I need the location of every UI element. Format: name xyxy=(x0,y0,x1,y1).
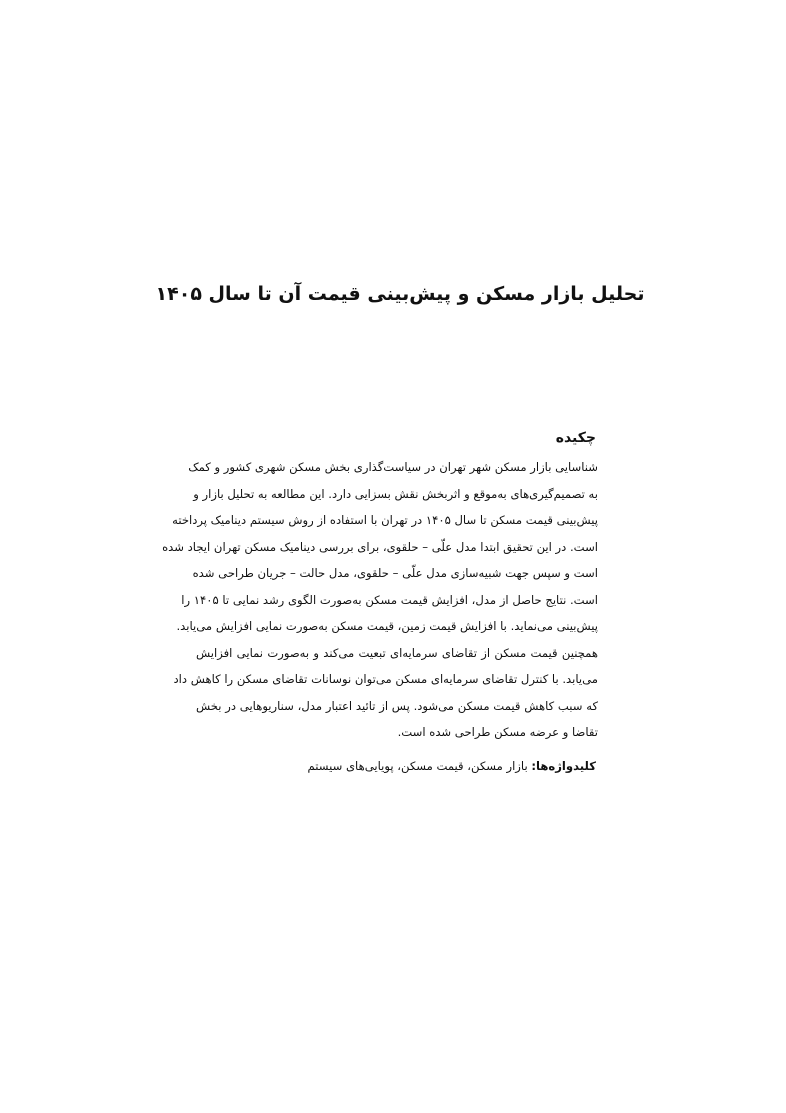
keywords-text: بازار مسکن، قیمت مسکن، پویایی‌های سیستم xyxy=(307,759,532,773)
abstract-line: است. در این تحقیق ابتدا مدل علّی – حلقوی، برای بررسی دینامیک مسکن تهران ایجاد شده xyxy=(162,539,598,554)
keywords-label: کلیدواژه‌ها: xyxy=(531,759,596,773)
abstract-body xyxy=(162,456,598,748)
abstract-line: پیش‌بینی می‌نماید. با افزایش قیمت زمین، قیمت مسکن به‌صورت نمایی افزایش می‌یابد. xyxy=(176,619,598,633)
abstract-line: است. نتایج حاصل از مدل، افزایش قیمت مسکن به‌صورت الگوی رشد نمایی تا ۱۴۰۵ را xyxy=(181,592,598,607)
abstract-line: شناسایی بازار مسکن شهر تهران در سیاست‌گذاری بخش مسکن شهری کشور و کمک xyxy=(188,460,598,474)
keywords xyxy=(308,759,596,773)
abstract-line: تقاضا و عرضه مسکن طراحی شده است. xyxy=(397,725,598,739)
abstract-line: به تصمیم‌گیری‌های به‌موقع و اثربخش نقش بسزایی دارد. این مطالعه به تحلیل بازار و xyxy=(193,486,598,501)
abstract-line: همچنین قیمت مسکن از تقاضای سرمایه‌ای تبعیت می‌کند و به‌صورت نمایی افزایش xyxy=(196,645,598,660)
abstract-line: که سبب کاهش قیمت مسکن می‌شود. پس از تائید اعتبار مدل، سناریوهایی در بخش xyxy=(196,698,598,713)
abstract-heading: چکیده xyxy=(555,430,596,446)
paper-title: تحلیل بازار مسکن و پیش‌بینی قیمت آن تا سال ۱۴۰۵ xyxy=(155,283,645,305)
abstract-line: است و سپس جهت شبیه‌سازی مدل علّی – حلقوی، مدل حالت – جریان طراحی شده xyxy=(192,566,598,580)
abstract-line: می‌یابد. با کنترل تقاضای سرمایه‌ای مسکن می‌توان نوسانات تقاضای مسکن را کاهش داد xyxy=(173,672,598,686)
abstract-line: پیش‌بینی قیمت مسکن تا سال ۱۴۰۵ در تهران با استفاده از روش سیستم دینامیک پرداخته xyxy=(172,513,598,527)
